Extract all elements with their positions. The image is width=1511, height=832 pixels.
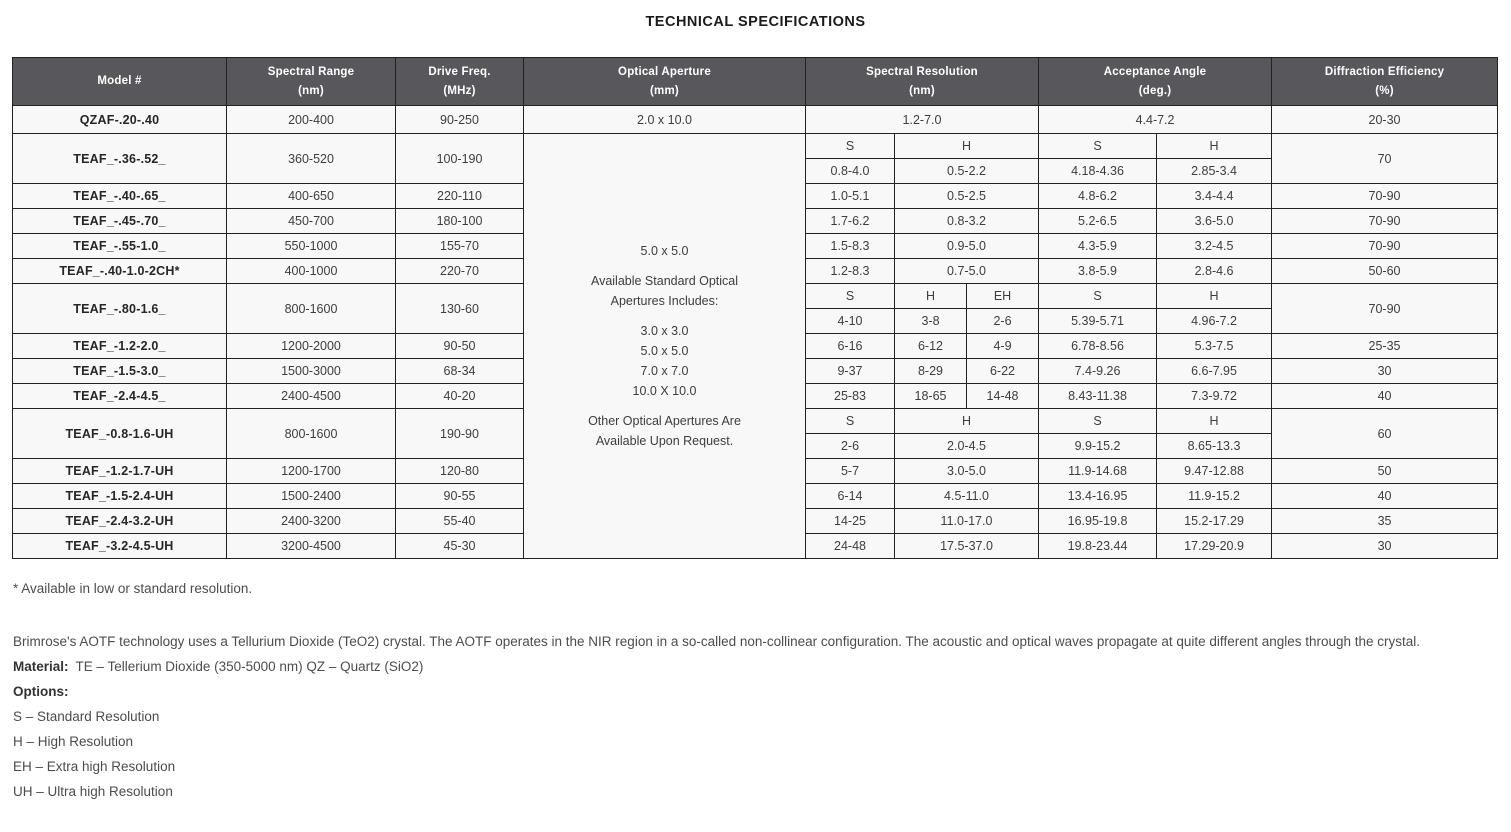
cell-res-h: 3-8 [895,309,967,334]
cell-res-h: 6-12 [895,334,967,359]
cell-drive-freq: 180-100 [396,209,524,234]
aperture-size: 10.0 X 10.0 [632,384,697,398]
cell-res-h: 0.9-5.0 [895,234,1039,259]
cell-angle-h: 3.6-5.0 [1157,209,1272,234]
material-value: TE – Tellerium Dioxide (350-5000 nm) QZ – Quartz (SiO2) [75,659,424,674]
cell-drive-freq: 90-250 [396,106,524,134]
cell-angle-s: 9.9-15.2 [1039,434,1157,459]
header-row [13,58,1498,106]
cell-optical-aperture: 2.0 x 10.0 [524,106,806,134]
cell-res-s: 1.5-8.3 [806,234,895,259]
subheader-h: H [895,284,967,309]
cell-drive-freq: 190-90 [396,409,524,459]
cell-model: TEAF_-.80-1.6_ [13,284,227,334]
cell-spectral-range: 1200-2000 [227,334,396,359]
cell-spectral-range: 2400-3200 [227,509,396,534]
col-header-unit: (nm) [298,84,324,97]
col-header-unit: (MHz) [443,84,476,97]
cell-res-h: 0.7-5.0 [895,259,1039,284]
cell-angle-h: 11.9-15.2 [1157,484,1272,509]
cell-diffraction-efficiency: 70-90 [1272,184,1498,209]
cell-res-h: 3.0-5.0 [895,459,1039,484]
cell-angle-h: 5.3-7.5 [1157,334,1272,359]
footnote-option: H – High Resolution [13,734,134,749]
aperture-avail-line2: Apertures Includes: [610,294,719,308]
cell-angle-s: 11.9-14.68 [1039,459,1157,484]
cell-drive-freq: 40-20 [396,384,524,409]
cell-spectral-range: 3200-4500 [227,534,396,559]
subheader-h: H [895,409,1039,434]
cell-angle-s: 8.43-11.38 [1039,384,1157,409]
cell-model: TEAF_-1.5-2.4-UH [13,484,227,509]
cell-drive-freq: 120-80 [396,459,524,484]
subheader-eh: EH [967,284,1039,309]
material-label: Material: [13,659,69,674]
cell-model: TEAF_-0.8-1.6-UH [13,409,227,459]
cell-spectral-range: 200-400 [227,106,396,134]
subheader-s: S [806,409,895,434]
cell-angle-h: 17.29-20.9 [1157,534,1272,559]
cell-res-eh: 2-6 [967,309,1039,334]
aperture-size: 3.0 x 3.0 [640,324,689,338]
cell-model: TEAF_-1.2-2.0_ [13,334,227,359]
cell-diffraction-efficiency: 35 [1272,509,1498,534]
subheader-s: S [1039,409,1157,434]
col-header-label: Spectral Resolution [866,66,978,79]
cell-spectral-range: 1200-1700 [227,459,396,484]
cell-diffraction-efficiency: 40 [1272,484,1498,509]
cell-res-s: 25-83 [806,384,895,409]
cell-res-h: 0.5-2.2 [895,159,1039,184]
cell-model: TEAF_-2.4-4.5_ [13,384,227,409]
cell-diffraction-efficiency: 25-35 [1272,334,1498,359]
footnote-description: Brimrose's AOTF technology uses a Tellurium Dioxide (TeO2) crystal. The AOTF operates in the NIR region in a so-called non-collinear configuration. The acoustic and optical waves propagate at quite different angles through the crystal. [13,634,1421,649]
cell-angle-s: 4.8-6.2 [1039,184,1157,209]
cell-diffraction-efficiency: 40 [1272,384,1498,409]
technical-specifications-table [12,57,1498,559]
cell-res-s: 1.0-5.1 [806,184,895,209]
cell-angle-s: 4.18-4.36 [1039,159,1157,184]
table-row [13,134,1498,159]
footnote-options-label: Options: [13,684,69,699]
cell-angle-h: 2.85-3.4 [1157,159,1272,184]
cell-angle-h: 6.6-7.95 [1157,359,1272,384]
cell-angle-h: 7.3-9.72 [1157,384,1272,409]
aperture-other-line1: Other Optical Apertures Are [588,414,741,428]
cell-angle-s: 5.2-6.5 [1039,209,1157,234]
cell-res-h: 17.5-37.0 [895,534,1039,559]
cell-model: TEAF_-3.2-4.5-UH [13,534,227,559]
cell-spectral-range: 800-1600 [227,284,396,334]
cell-res-h: 11.0-17.0 [895,509,1039,534]
col-header-drive-freq [396,58,524,106]
col-header-unit: (mm) [650,84,679,97]
cell-res-s: 2-6 [806,434,895,459]
subheader-s: S [1039,284,1157,309]
subheader-h: H [1157,409,1272,434]
cell-model: TEAF_-1.5-3.0_ [13,359,227,384]
cell-drive-freq: 220-110 [396,184,524,209]
cell-angle-s: 13.4-16.95 [1039,484,1157,509]
cell-drive-freq: 68-34 [396,359,524,384]
col-header-diffraction-efficiency [1272,58,1498,106]
cell-res-s: 6-16 [806,334,895,359]
aperture-default: 5.0 x 5.0 [640,244,689,258]
cell-res-h: 4.5-11.0 [895,484,1039,509]
cell-angle-h: 3.4-4.4 [1157,184,1272,209]
col-header-label: Acceptance Angle [1103,66,1207,79]
cell-spectral-range: 1500-2400 [227,484,396,509]
footnote-option: UH – Ultra high Resolution [13,784,173,799]
subheader-s: S [806,134,895,159]
cell-model: QZAF-.20-.40 [13,106,227,134]
cell-diffraction-efficiency: 60 [1272,409,1498,459]
cell-angle-h: 15.2-17.29 [1157,509,1272,534]
cell-model: TEAF_-.45-.70_ [13,209,227,234]
col-header-unit: (deg.) [1138,84,1172,97]
cell-acceptance-angle: 4.4-7.2 [1039,106,1272,134]
cell-model: TEAF_-.36-.52_ [13,134,227,184]
cell-res-s: 1.7-6.2 [806,209,895,234]
cell-res-h: 8-29 [895,359,967,384]
table-row [13,106,1498,134]
cell-diffraction-efficiency: 50 [1272,459,1498,484]
subheader-h: H [1157,284,1272,309]
cell-drive-freq: 130-60 [396,284,524,334]
subheader-s: S [806,284,895,309]
cell-drive-freq: 90-50 [396,334,524,359]
cell-spectral-range: 450-700 [227,209,396,234]
col-header-spectral-resolution [806,58,1039,106]
cell-res-h: 2.0-4.5 [895,434,1039,459]
col-header-unit: (%) [1375,84,1394,97]
footnote-option: EH – Extra high Resolution [13,759,176,774]
cell-drive-freq: 55-40 [396,509,524,534]
cell-diffraction-efficiency: 50-60 [1272,259,1498,284]
col-header-optical-aperture [524,58,806,106]
aperture-size: 7.0 x 7.0 [640,364,689,378]
cell-drive-freq: 90-55 [396,484,524,509]
subheader-s: S [1039,134,1157,159]
col-header-label: Drive Freq. [428,66,491,79]
cell-spectral-range: 800-1600 [227,409,396,459]
cell-spectral-range: 400-1000 [227,259,396,284]
cell-spectral-range: 1500-3000 [227,359,396,384]
aperture-size: 5.0 x 5.0 [640,344,689,358]
cell-model: TEAF_-.40-1.0-2CH* [13,259,227,284]
cell-angle-h: 8.65-13.3 [1157,434,1272,459]
cell-model: TEAF_-1.2-1.7-UH [13,459,227,484]
cell-diffraction-efficiency: 30 [1272,534,1498,559]
col-header-model [13,58,227,106]
cell-spectral-range: 400-650 [227,184,396,209]
aperture-note [527,241,802,451]
cell-res-h: 18-65 [895,384,967,409]
cell-angle-h: 9.47-12.88 [1157,459,1272,484]
footnotes [13,576,1511,804]
cell-angle-s: 19.8-23.44 [1039,534,1157,559]
cell-res-s: 24-48 [806,534,895,559]
cell-angle-h: 2.8-4.6 [1157,259,1272,284]
cell-diffraction-efficiency: 20-30 [1272,106,1498,134]
cell-res-h: 0.8-3.2 [895,209,1039,234]
cell-res-s: 6-14 [806,484,895,509]
cell-spectral-resolution: 1.2-7.0 [806,106,1039,134]
cell-angle-s: 3.8-5.9 [1039,259,1157,284]
cell-res-eh: 6-22 [967,359,1039,384]
col-header-acceptance-angle [1039,58,1272,106]
cell-res-s: 14-25 [806,509,895,534]
cell-angle-h: 3.2-4.5 [1157,234,1272,259]
cell-spectral-range: 550-1000 [227,234,396,259]
cell-angle-s: 4.3-5.9 [1039,234,1157,259]
cell-drive-freq: 155-70 [396,234,524,259]
cell-angle-s: 16.95-19.8 [1039,509,1157,534]
col-header-label: Spectral Range [267,66,355,79]
aperture-other-line2: Available Upon Request. [595,434,734,448]
aperture-avail-line1: Available Standard Optical [590,274,739,288]
cell-res-h: 0.5-2.5 [895,184,1039,209]
page-title: TECHNICAL SPECIFICATIONS [645,14,866,30]
footnote-material [13,654,1511,679]
cell-spectral-range: 2400-4500 [227,384,396,409]
cell-model: TEAF_-2.4-3.2-UH [13,509,227,534]
col-header-label: Diffraction Efficiency [1324,66,1445,79]
cell-res-s: 4-10 [806,309,895,334]
cell-drive-freq: 45-30 [396,534,524,559]
cell-optical-aperture-merged [524,134,806,559]
cell-diffraction-efficiency: 70 [1272,134,1498,184]
cell-diffraction-efficiency: 70-90 [1272,284,1498,334]
cell-spectral-range: 360-520 [227,134,396,184]
cell-drive-freq: 100-190 [396,134,524,184]
cell-res-eh: 4-9 [967,334,1039,359]
cell-angle-h: 4.96-7.2 [1157,309,1272,334]
cell-res-s: 1.2-8.3 [806,259,895,284]
cell-drive-freq: 220-70 [396,259,524,284]
cell-res-eh: 14-48 [967,384,1039,409]
subheader-h: H [1157,134,1272,159]
footnote-option: S – Standard Resolution [13,709,160,724]
footnote-asterisk: * Available in low or standard resolution. [13,581,253,596]
cell-res-s: 5-7 [806,459,895,484]
cell-model: TEAF_-.55-1.0_ [13,234,227,259]
cell-diffraction-efficiency: 70-90 [1272,209,1498,234]
cell-res-s: 0.8-4.0 [806,159,895,184]
subheader-h: H [895,134,1039,159]
col-header-label: Optical Aperture [618,66,711,79]
cell-angle-s: 7.4-9.26 [1039,359,1157,384]
cell-diffraction-efficiency: 30 [1272,359,1498,384]
cell-diffraction-efficiency: 70-90 [1272,234,1498,259]
col-header-unit: (nm) [909,84,935,97]
col-header-label: Model # [97,75,142,88]
cell-res-s: 9-37 [806,359,895,384]
col-header-spectral-range [227,58,396,106]
cell-angle-s: 5.39-5.71 [1039,309,1157,334]
cell-angle-s: 6.78-8.56 [1039,334,1157,359]
cell-model: TEAF_-.40-.65_ [13,184,227,209]
